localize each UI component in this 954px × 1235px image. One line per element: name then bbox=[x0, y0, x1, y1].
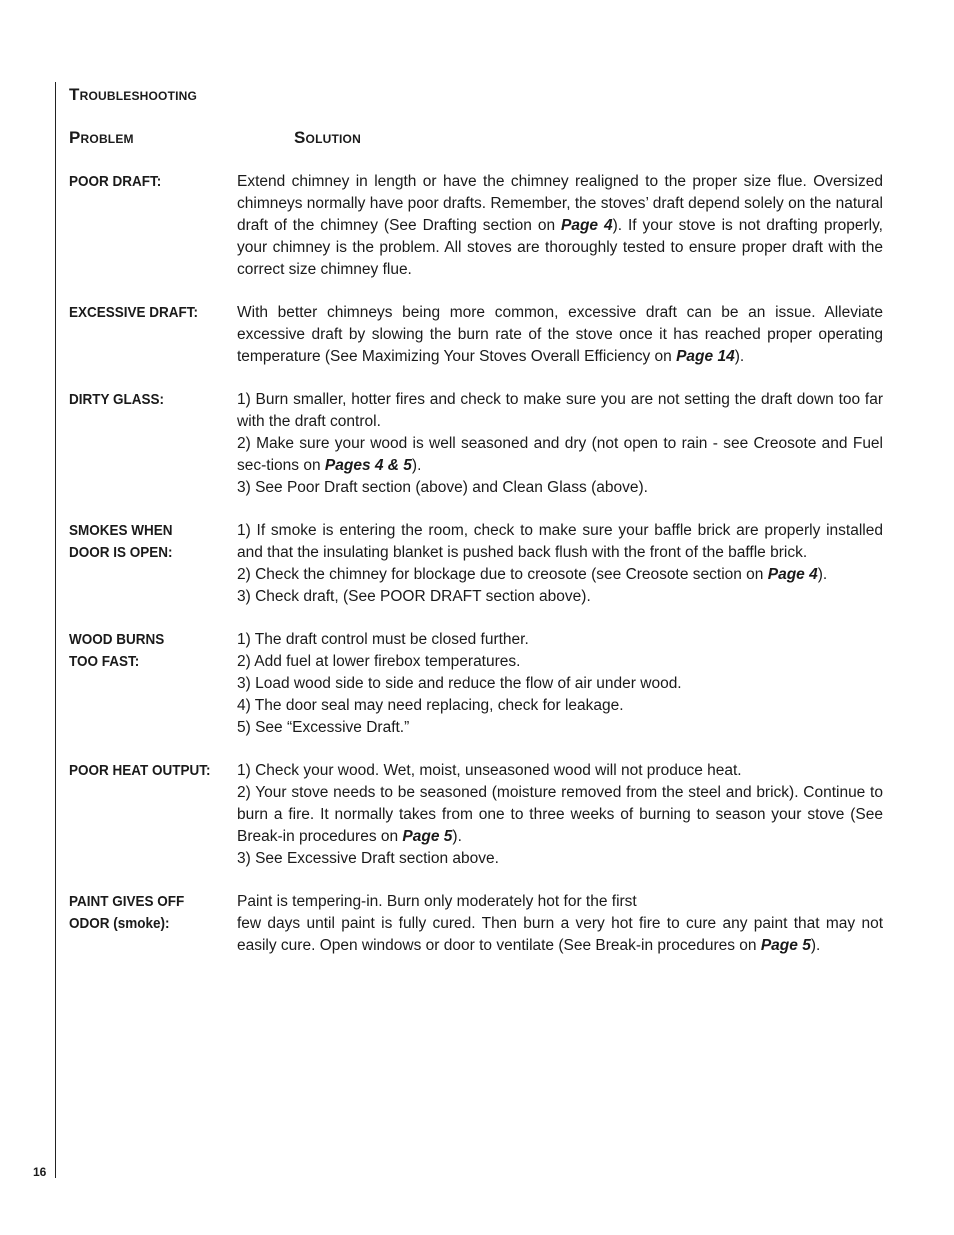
solution-text-run: Extend chimney in length or have the chimney realigned to the proper size flue. Oversized chimneys normally have poor drafts. Remember, the stoves’ draft depend solely on the natural draft of the chimney (See Drafting section on bbox=[237, 173, 883, 234]
solution-text-run: ). bbox=[452, 828, 462, 845]
solution-paragraph bbox=[237, 433, 883, 477]
table-row bbox=[69, 629, 883, 739]
solution-text-run: 2) Check the chimney for blockage due to creosote (see Creosote section on bbox=[237, 566, 768, 583]
solution-column-header: Solution bbox=[294, 128, 361, 147]
solution-paragraph bbox=[237, 848, 883, 870]
problem-label-line: TOO FAST: bbox=[69, 653, 140, 670]
table-row bbox=[69, 389, 883, 499]
solution-paragraph bbox=[237, 586, 883, 608]
solution-text-run: 2) Your stove needs to be seasoned (moisture removed from the steel and brick). Continue to burn a fire. It normally takes from one to three weeks of burning to season your stove (See Break-in procedures on bbox=[237, 784, 883, 845]
problem-label-line: WOOD BURNS bbox=[69, 631, 165, 648]
solution-text-run: 1) If smoke is entering the room, check to make sure your baffle brick are properly installed and that the insulating blanket is pushed back flush with the front of the baffle brick. bbox=[237, 522, 883, 561]
problem-label-line: POOR DRAFT: bbox=[69, 173, 162, 190]
problem-label bbox=[69, 171, 220, 281]
solution-paragraph bbox=[237, 782, 883, 848]
table-row bbox=[69, 760, 883, 870]
problem-label bbox=[69, 629, 220, 739]
troubleshooting-table bbox=[69, 171, 883, 978]
page-reference: Page 4 bbox=[767, 566, 818, 583]
problem-label-line: DIRTY GLASS: bbox=[69, 391, 165, 408]
solution-paragraph bbox=[237, 891, 883, 913]
solution-paragraph bbox=[237, 673, 883, 695]
solution-text-run: 2) Add fuel at lower firebox temperatures. bbox=[237, 653, 521, 670]
page-reference: Page 14 bbox=[676, 348, 735, 365]
solution-paragraph bbox=[237, 302, 883, 368]
table-row bbox=[69, 302, 883, 368]
solution-paragraph bbox=[237, 629, 883, 651]
problem-label-line: SMOKES WHEN bbox=[69, 522, 173, 539]
solution-paragraph bbox=[237, 520, 883, 564]
solution-text-run: 3) Load wood side to side and reduce the flow of air under wood. bbox=[237, 675, 682, 692]
solution-text bbox=[237, 302, 883, 368]
solution-text bbox=[237, 389, 883, 499]
problem-column-header: Problem bbox=[69, 128, 134, 147]
solution-paragraph bbox=[237, 389, 883, 433]
solution-text-run: ). If your stove is not drafting properly, your chimney is the problem. All stoves are thoroughly tested to ensure proper draft with the correct size chimney flue. bbox=[237, 217, 883, 278]
solution-text-run: 1) Burn smaller, hotter fires and check to make sure you are not setting the draft down too far with the draft control. bbox=[237, 391, 883, 430]
solution-text-run: Paint is tempering-in. Burn only moderately hot for the first bbox=[237, 893, 637, 910]
solution-paragraph bbox=[237, 695, 883, 717]
solution-text-run: 4) The door seal may need replacing, check for leakage. bbox=[237, 697, 624, 714]
problem-label bbox=[69, 520, 220, 608]
solution-text-run: 3) See Excessive Draft section above. bbox=[237, 850, 499, 867]
solution-text bbox=[237, 520, 883, 608]
solution-paragraph bbox=[237, 171, 883, 281]
problem-label bbox=[69, 389, 220, 499]
solution-text-run: 1) Check your wood. Wet, moist, unseasoned wood will not produce heat. bbox=[237, 762, 742, 779]
page-reference: Page 5 bbox=[402, 828, 453, 845]
margin-rule bbox=[55, 82, 56, 1178]
solution-paragraph bbox=[237, 564, 883, 586]
solution-text-run: ). bbox=[734, 348, 745, 365]
solution-text bbox=[237, 629, 883, 739]
solution-text-run: 5) See “Excessive Draft.” bbox=[237, 719, 410, 736]
solution-text-run: 3) See Poor Draft section (above) and Clean Glass (above). bbox=[237, 479, 648, 496]
solution-text bbox=[237, 760, 883, 870]
problem-label-line: ODOR (smoke): bbox=[69, 915, 170, 932]
solution-text-run: ). bbox=[411, 457, 422, 474]
solution-text-run: 1) The draft control must be closed further. bbox=[237, 631, 529, 648]
page-number: 16 bbox=[33, 1165, 47, 1179]
solution-paragraph bbox=[237, 913, 883, 957]
table-row bbox=[69, 891, 883, 957]
solution-text-run: 3) Check draft, (See POOR DRAFT section above). bbox=[237, 588, 591, 605]
problem-label-line: PAINT GIVES OFF bbox=[69, 893, 185, 910]
solution-paragraph bbox=[237, 760, 883, 782]
section-title: Troubleshooting bbox=[69, 85, 198, 104]
solution-paragraph bbox=[237, 717, 883, 739]
solution-paragraph bbox=[237, 477, 883, 499]
problem-label-line: DOOR IS OPEN: bbox=[69, 544, 173, 561]
solution-text bbox=[237, 891, 883, 957]
solution-text-run: 2) Make sure your wood is well seasoned and dry (not open to rain - see Creosote and Fuel sec-tions on bbox=[237, 435, 883, 474]
problem-label bbox=[69, 302, 220, 368]
solution-text-run: ). bbox=[810, 937, 821, 954]
solution-text bbox=[237, 171, 883, 281]
table-row bbox=[69, 520, 883, 608]
solution-text-run: few days until paint is fully cured. Then burn a very hot fire to cure any paint that may not easily cure. Open windows or door to ventilate (See Break-in procedures on bbox=[237, 915, 883, 954]
page-reference: Page 4 bbox=[561, 217, 613, 234]
page-reference: Page 5 bbox=[760, 937, 811, 954]
table-row bbox=[69, 171, 883, 281]
solution-text-run: ). bbox=[817, 566, 828, 583]
page-reference: Pages 4 & 5 bbox=[324, 457, 412, 474]
solution-paragraph bbox=[237, 651, 883, 673]
problem-label-line: POOR HEAT OUTPUT: bbox=[69, 762, 211, 779]
problem-label-line: EXCESSIVE DRAFT: bbox=[69, 304, 199, 321]
problem-label bbox=[69, 760, 220, 870]
problem-label bbox=[69, 891, 220, 957]
solution-text-run: With better chimneys being more common, excessive draft can be an issue. Alleviate excessive draft by slowing the burn rate of the stove once it has reached proper operating temperature (See Maximizing Your Stoves Overall Efficiency on bbox=[237, 304, 883, 365]
